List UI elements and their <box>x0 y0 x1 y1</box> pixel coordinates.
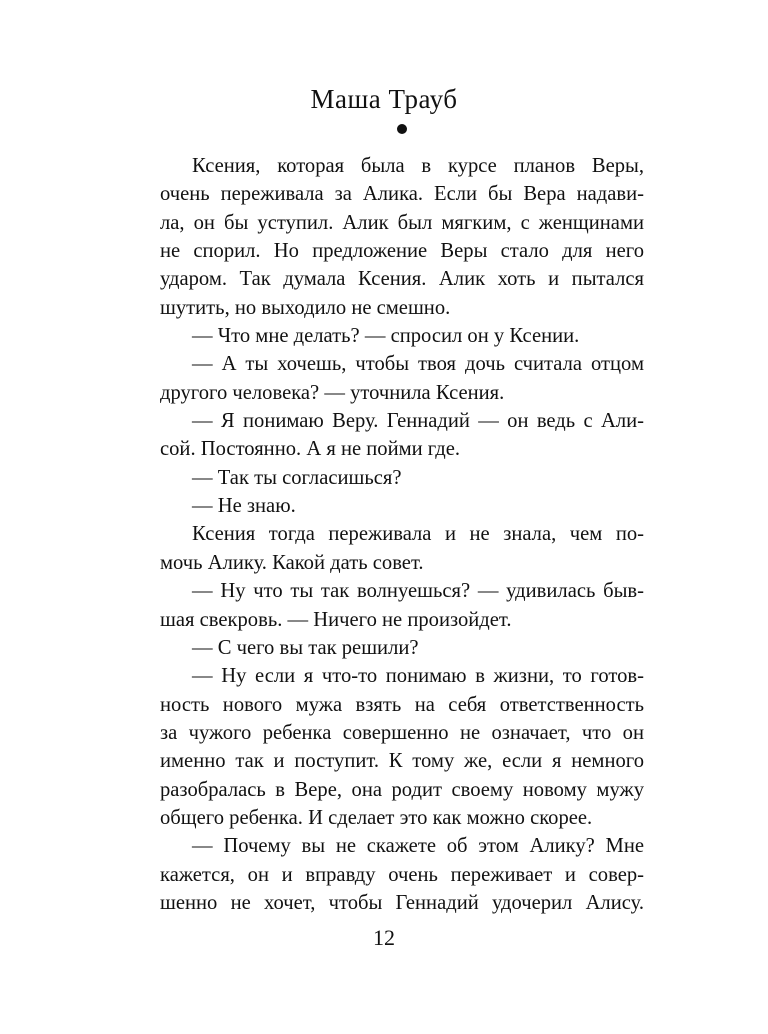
text-line: — А ты хочешь, чтобы твоя дочь считала отцом <box>192 353 644 376</box>
text-line: — Не знаю. <box>192 495 296 518</box>
text-line: Ксения, которая была в курсе планов Веры, <box>192 155 644 177</box>
text-line: сой. Постоянно. А я не пойми где. <box>160 438 460 461</box>
text-line: Ксения тогда переживала и не знала, чем по- <box>192 523 644 546</box>
text-line: разобралась в Вере, она родит своему новому мужу <box>160 778 644 801</box>
text-line: общего ребенка. И сделает это как можно скорее. <box>160 806 593 829</box>
running-header-author: Маша Трауб <box>310 84 458 114</box>
text-line: мочь Алику. Какой дать совет. <box>160 551 424 574</box>
text-line: очень переживала за Алика. Если бы Вера надави- <box>160 183 644 206</box>
text-line: за чужого ребенка совершенно не означает, что он <box>160 721 644 744</box>
text-line: — Почему вы не скажете об этом Алику? Мне <box>192 835 644 858</box>
text-line: ла, он бы уступил. Алик был мягким, с женщинами <box>160 211 644 234</box>
text-line: — Так ты согласишься? <box>192 466 402 489</box>
text-line: шенно не хочет, чтобы Геннадий удочерил Алису. <box>160 891 644 914</box>
text-line: ность нового мужа взять на себя ответственность <box>160 693 644 716</box>
text-line: — Что мне делать? — спросил он у Ксении. <box>192 325 580 348</box>
text-line: ударом. Так думала Ксения. Алик хоть и пытался <box>160 268 644 291</box>
text-line: не спорил. Но предложение Веры стало для него <box>160 240 644 263</box>
text-line: шутить, но выходило не смешно. <box>160 296 451 319</box>
text-line: — С чего вы так решили? <box>192 636 419 659</box>
body-text <box>160 152 644 917</box>
text-line: именно так и поступит. К тому же, если я немного <box>160 750 644 773</box>
text-line: — Я понимаю Веру. Геннадий — он ведь с Али- <box>192 410 644 433</box>
page-number: 12 <box>373 925 395 950</box>
text-line: — Ну если я что-то понимаю в жизни, то готов- <box>192 665 644 688</box>
text-line: — Ну что ты так волнуешься? — удивилась быв- <box>192 580 644 603</box>
text-line: шая свекровь. — Ничего не произойдет. <box>160 608 512 631</box>
header-bullet-ornament <box>397 124 407 134</box>
text-line: кажется, он и вправду очень переживает и совер- <box>160 863 644 886</box>
text-line: другого человека? — уточнила Ксения. <box>160 381 505 404</box>
